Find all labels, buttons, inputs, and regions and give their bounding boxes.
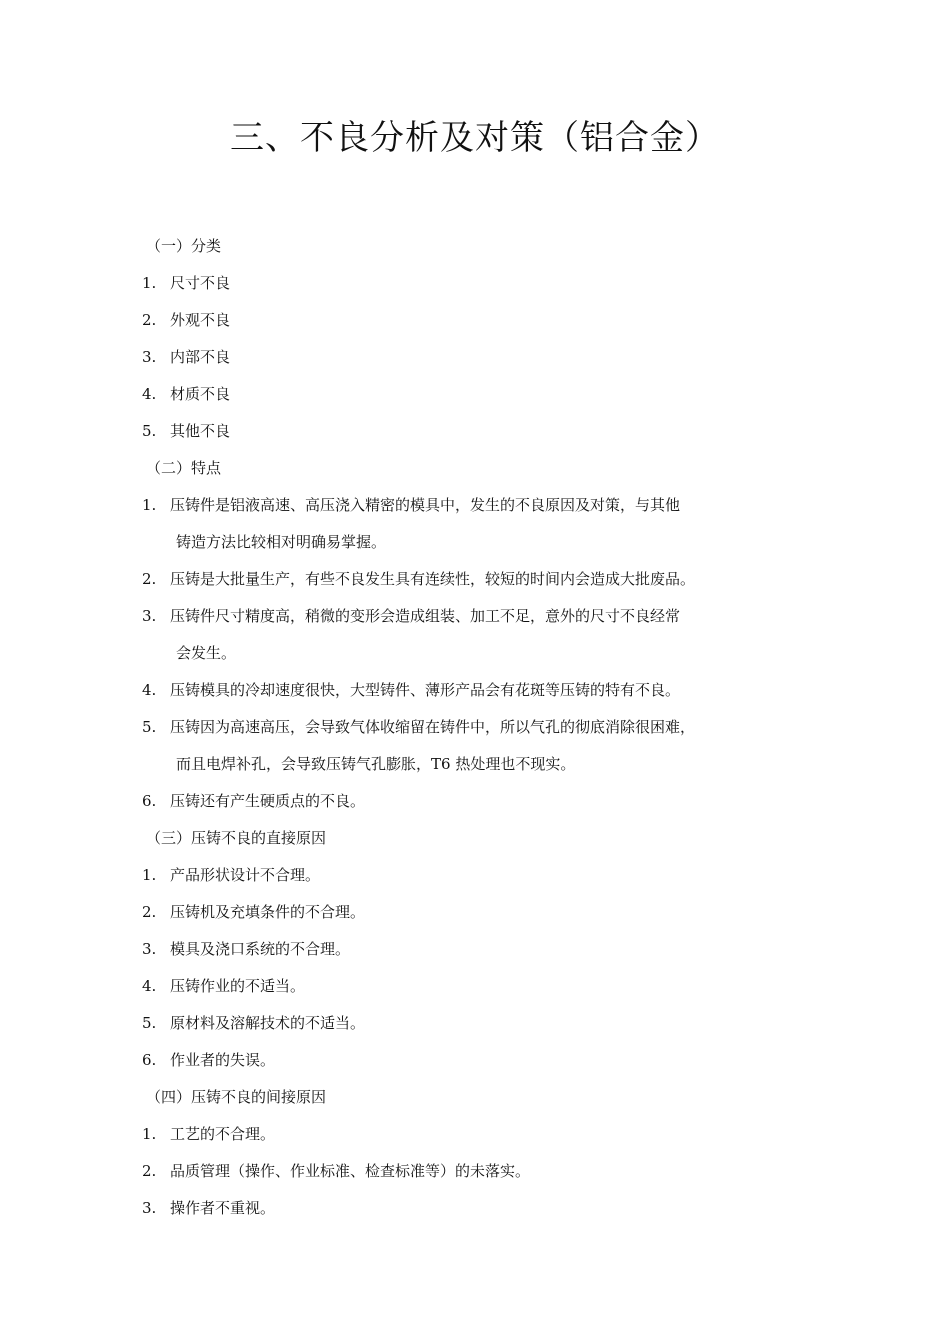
item-number: 6.	[142, 1051, 157, 1069]
section-heading: （四）压铸不良的间接原因	[146, 1088, 327, 1106]
item-number: 2.	[142, 1162, 157, 1180]
page-title: 三、不良分析及对策（铝合金）	[230, 118, 720, 158]
item-number: 5.	[142, 1014, 157, 1032]
item-number: 2.	[142, 570, 157, 588]
item-text: 作业者的失误。	[170, 1051, 276, 1069]
item-text: 材质不良	[170, 385, 231, 403]
item-text: 压铸作业的不适当。	[170, 977, 306, 995]
item-number: 1.	[142, 866, 157, 884]
item-number: 4.	[142, 977, 157, 995]
list-item	[142, 302, 782, 339]
document-body	[142, 228, 782, 1227]
list-item	[142, 265, 782, 302]
item-text-continuation: 铸造方法比较相对明确易掌握。	[176, 533, 387, 551]
list-item	[142, 1116, 782, 1153]
item-text: 压铸机及充填条件的不合理。	[170, 903, 366, 921]
item-number: 5.	[142, 718, 157, 736]
item-text: 外观不良	[170, 311, 231, 329]
list-item	[142, 1190, 782, 1227]
item-number: 1.	[142, 1125, 157, 1143]
list-item	[142, 561, 782, 598]
item-number: 4.	[142, 681, 157, 699]
list-item	[142, 968, 782, 1005]
list-item	[142, 783, 782, 820]
list-item	[142, 1153, 782, 1190]
item-text-continuation: 而且电焊补孔，会导致压铸气孔膨胀，T6 热处理也不现实。	[176, 755, 576, 773]
list-item	[142, 413, 782, 450]
list-item	[142, 487, 782, 524]
item-number: 6.	[142, 792, 157, 810]
item-text: 产品形状设计不合理。	[170, 866, 321, 884]
list-item	[142, 1005, 782, 1042]
item-text: 压铸件尺寸精度高，稍微的变形会造成组装、加工不足，意外的尺寸不良经常	[170, 607, 681, 625]
item-text: 尺寸不良	[170, 274, 231, 292]
list-item	[142, 894, 782, 931]
list-item	[142, 376, 782, 413]
item-text-continuation: 会发生。	[176, 644, 237, 662]
item-text: 压铸件是铝液高速、高压浇入精密的模具中，发生的不良原因及对策，与其他	[170, 496, 681, 514]
item-text: 工艺的不合理。	[170, 1125, 276, 1143]
item-number: 2.	[142, 311, 157, 329]
item-text: 内部不良	[170, 348, 231, 366]
item-text: 压铸因为高速高压，会导致气体收缩留在铸件中，所以气孔的彻底消除很困难，	[170, 718, 696, 736]
section-heading: （二）特点	[146, 459, 222, 477]
item-number: 3.	[142, 348, 157, 366]
item-number: 3.	[142, 1199, 157, 1217]
item-number: 5.	[142, 422, 157, 440]
list-item	[142, 598, 782, 635]
item-text: 模具及浇口系统的不合理。	[170, 940, 351, 958]
item-text: 压铸模具的冷却速度很快，大型铸件、薄形产品会有花斑等压铸的特有不良。	[170, 681, 681, 699]
item-number: 2.	[142, 903, 157, 921]
list-item	[142, 857, 782, 894]
list-item	[142, 709, 782, 746]
list-item	[142, 931, 782, 968]
list-item	[142, 672, 782, 709]
section-heading: （三）压铸不良的直接原因	[146, 829, 327, 847]
item-number: 3.	[142, 940, 157, 958]
item-text: 压铸是大批量生产，有些不良发生具有连续性，较短的时间内会造成大批废品。	[170, 570, 696, 588]
list-item	[142, 1042, 782, 1079]
item-text: 原材料及溶解技术的不适当。	[170, 1014, 366, 1032]
item-number: 3.	[142, 607, 157, 625]
item-text: 压铸还有产生硬质点的不良。	[170, 792, 366, 810]
item-text: 其他不良	[170, 422, 231, 440]
item-text: 操作者不重视。	[170, 1199, 276, 1217]
item-number: 1.	[142, 496, 157, 514]
section-heading: （一）分类	[146, 237, 222, 255]
item-number: 4.	[142, 385, 157, 403]
item-text: 品质管理（操作、作业标准、检查标准等）的未落实。	[170, 1162, 531, 1180]
item-number: 1.	[142, 274, 157, 292]
list-item	[142, 339, 782, 376]
